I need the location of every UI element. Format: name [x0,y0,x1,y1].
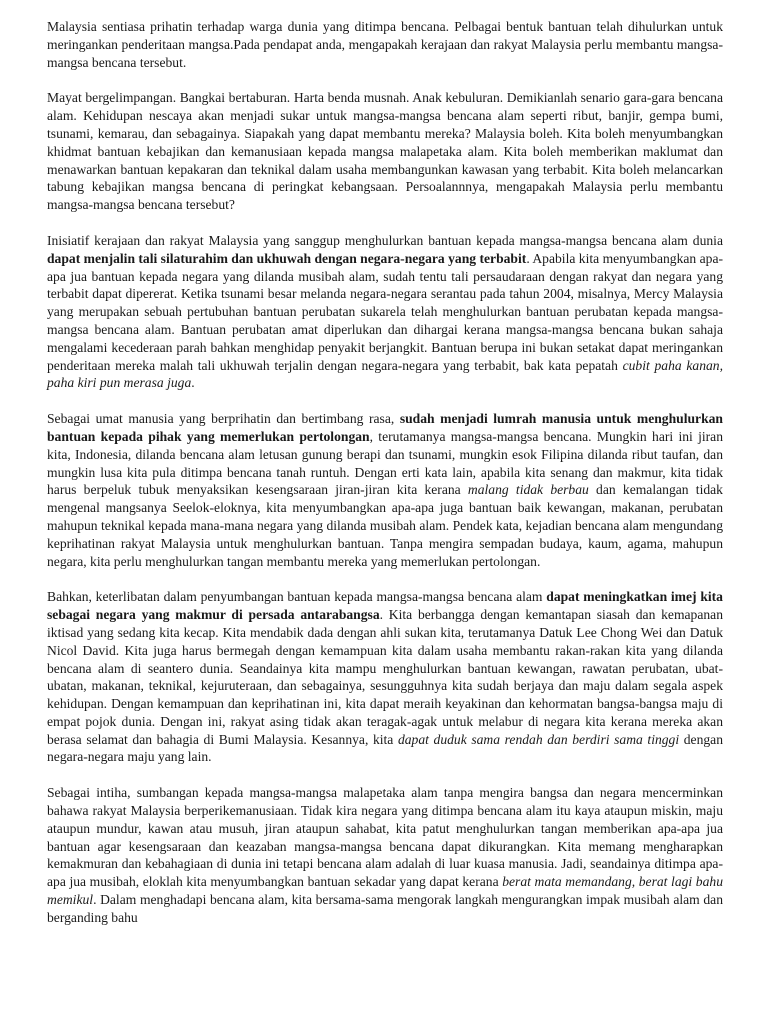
text-run: Bahkan, keterlibatan dalam penyumbangan bantuan kepada mangsa-mangsa bencana alam [47,589,547,605]
text-run: . Dalam menghadapi bencana alam, kita bersama-sama mengorak langkah mengurangkan impak musibah alam dan berganding bahu [47,892,723,925]
text-run: , terutamanya mangsa-mangsa bencana. Mungkin hari ini jiran kita, Indonesia, dilanda bencana alam letusan gunung berapi dan tsunami, mungkin esok Filipina dilanda ribut taufan, dan mungkin lusa kita pula ditimpa bencana tanah runtuh. Dengan erti kata lain, apabila kita senang dan makmur, kita tidak harus berpeluk tubuk menyaksikan kesengsaraan jiran-jiran kita kerana [47,428,724,498]
text-run: Malaysia sentiasa prihatin terhadap warga dunia yang ditimpa bencana. Pelbagai bentuk bantuan telah dihulurkan untuk meringankan penderitaan mangsa.Pada pendapat anda, mengapakah kerajaan dan rakyat Malaysia perlu membantu mangsa-mangsa bencana tersebut. [47,19,723,70]
text-run: Sebagai intiha, sumbangan kepada mangsa-mangsa malapetaka alam tanpa mengira bangsa dan negara mencerminkan bahawa rakyat Malaysia berperikemanusiaan. Tidak kira negara yang ditimpa bencana alam itu kaya ataupun miskin, maju ataupun mundur, kawan atau musuh, jiran ataupun sahabat, kita patut menghulurkan tangan memberikan apa-apa jua bantuan agar kesengsaraan dan keazaban mangsa-mangsa bencana dapat dikurangkan. Kita memang mengharapkan kemakmuran dan kebahagiaan di dunia ini tetapi bencana alam adalah di luar kuasa manusia. Jadi, seandainya ditimpa apa-apa jua musibah, eloklah kita menyumbangkan bantuan sekadar yang dapat kerana [47,785,723,890]
paragraph-question [47,18,723,71]
text-run: . Apabila kita menyumbangkan apa-apa jua bantuan kepada negara yang dilanda musibah alam, sudah tentu tali persaudaraan dengan rakyat dan negara yang terbabit dapat dipererat. Ketika tsunami besar melanda negara-negara serantau pada tahun 2004, misalnya, Mercy Malaysia yang merupakan sebuah pertubuhan bantuan perubatan sukarela telah menghulurkan bantuan perubatan kepada mangsa-mangsa bencana alam. Bantuan perubatan amat diperlukan dan dihargai kerana mangsa-mangsa bencana bukan sahaja mengalami kecederaan parah bahkan menghidap penyakit berjangkit. Bantuan berupa ini bukan setakat dapat meringankan penderitaan mereka malah tali ukhuwah terjalin dengan negara-negara yang terbabit, bak kata pepatah [47,250,724,373]
italic-proverb: dapat duduk sama rendah dan berdiri sama tinggi [397,731,680,747]
text-run: . [191,375,195,391]
italic-proverb: malang tidak berbau [467,482,589,498]
text-run: dengan negara-negara maju yang lain. [47,731,723,765]
document-body [47,18,723,945]
paragraph-conclusion [47,784,723,926]
paragraph-point-1 [47,232,723,392]
italic-proverb: berat mata memandang, berat lagi bahu memikul [47,874,723,908]
text-run: Mayat bergelimpangan. Bangkai bertaburan. Harta benda musnah. Anak kebuluran. Demikianlah senario gara-gara bencana alam. Kehidupan nescaya akan menjadi sukar untuk mangsa-mangsa bencana alam seperti ribut, banjir, gempa bumi, tsunami, kemarau, dan sebagainya. Siapakah yang dapat membantu mereka? Malaysia boleh. Kita boleh menyumbangkan khidmat bantuan kebajikan dan kemanusiaan kepada mangsa malapetaka alam. Kita boleh memberikan maklumat dan menawarkan bantuan kepakaran dan teknikal dalam usaha membangunkan kawasan yang terbabit. Kita boleh melancarkan tabung kebajikan mangsa bencana di peringkat kebangsaan. Persoalannnya, mengapakah Malaysia perlu membantu mangsa-mangsa bencana tersebut? [47,90,723,213]
bold-phrase: sudah menjadi lumrah manusia untuk menghulurkan bantuan kepada pihak yang memerlukan pertolongan [47,411,723,444]
paragraph-point-2 [47,410,723,570]
bold-phrase: dapat menjalin tali silaturahim dan ukhuwah dengan negara-negara yang terbabit [47,250,527,266]
text-run: dan kemalangan tidak mengenal mangsanya Seelok-eloknya, kita menyumbangkan apa-apa juga bantuan baik kewangan, makanan, perubatan mahupun teknikal kepada mana-mana negara yang dilanda musibah alam. Pendek kata, kejadian bencana alam mengundang keprihatinan rakyat Malaysia untuk menghulurkan bantuan. Tanpa mengira sempadan budaya, kaum, agama, mahupun negara, kita perlu menghulurkan tangan membantu mereka yang memerlukan pertolongan. [47,482,723,569]
paragraph-point-3 [47,588,723,766]
text-run: Inisiatif kerajaan dan rakyat Malaysia yang sanggup menghulurkan bantuan kepada mangsa-mangsa bencana alam dunia [47,232,723,248]
italic-proverb: cubit paha kanan, paha kiri pun merasa juga [47,357,723,391]
paragraph-introduction [47,89,723,214]
text-run: . Kita berbangga dengan kemantapan siasah dan kemapanan iktisad yang sedang kita kecap. Kita mendabik dada dengan ahli sukan kita, terutamanya Datuk Lee Chong Wei dan Datuk Nicol David. Kita juga harus bermegah dengan kemampuan kita dalam usaha membantu rakan-rakan kita yang dilanda bencana alam di seantero dunia. Seandainya kita mampu menghulurkan bantuan kewangan, rawatan perubatan, ubat-ubatan, makanan, teknikal, kejuruteraan, dan sebagainya, sesungguhnya kita sudah berjaya dan maju dalam segala aspek kehidupan. Dengan kemampuan dan keprihatinan ini, kita dapat meraih keyakinan dan kehormatan bangsa-bangsa maju di empat pojok dunia. Dengan ini, rakyat asing tidak akan teragak-agak untuk melabur di negara kita kerana mereka akan berasa selamat dan bahagia di Bumi Malaysia. Kesannya, kita [47,607,724,747]
bold-phrase: dapat meningkatkan imej kita sebagai negara yang makmur di persada antarabangsa [47,589,723,623]
text-run: Sebagai umat manusia yang berprihatin dan bertimbang rasa, [47,411,400,427]
